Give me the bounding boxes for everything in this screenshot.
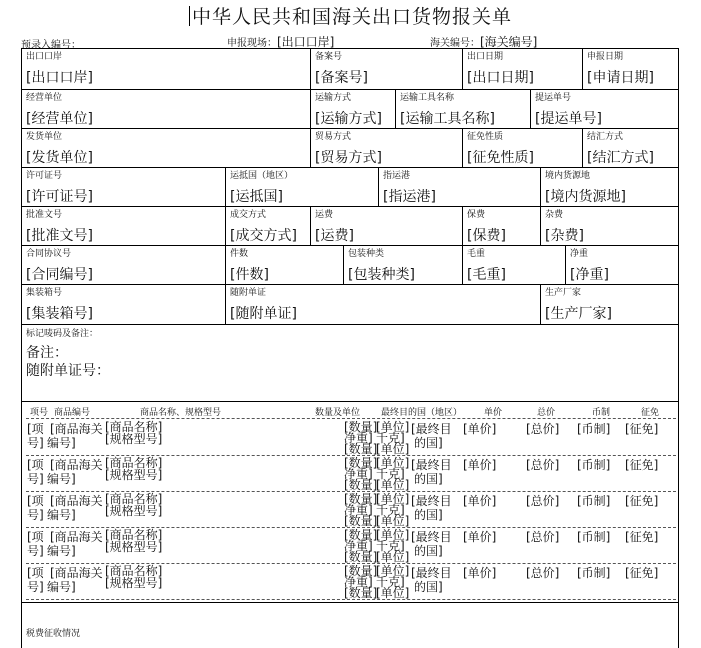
field-label: 出口口岸 [26, 52, 63, 62]
marks-section [26, 329, 110, 380]
field-label: 许可证号 [26, 171, 63, 181]
field-6-4 [467, 249, 506, 283]
goods-spec[interactable]: [规格型号] [105, 540, 163, 554]
unit[interactable]: [单位] [376, 420, 410, 434]
field-value[interactable]: [保费] [467, 228, 506, 244]
field-label: 贸易方式 [315, 132, 352, 142]
field-7-2 [230, 288, 297, 322]
hs-code[interactable]: [商品海关 [50, 566, 103, 580]
goods-spec[interactable]: [规格型号] [105, 576, 163, 590]
field-label: 结汇方式 [587, 132, 624, 142]
exemption[interactable]: [征免] [625, 422, 659, 436]
unit-price[interactable]: [单价] [463, 422, 497, 436]
pre-entry-label: 预录入编号： [21, 40, 81, 51]
field-6-5 [570, 249, 609, 283]
goods-name[interactable]: [商品名称] [105, 456, 163, 470]
unit[interactable]: [单位] [376, 514, 410, 528]
field-2-2 [315, 93, 382, 127]
dashed-divider [26, 418, 676, 419]
goods-col-header: 数量及单位 [315, 408, 361, 418]
field-value[interactable]: [件数] [230, 267, 269, 283]
row-divider [21, 89, 679, 90]
column-divider [378, 167, 379, 206]
field-1-1 [26, 52, 93, 86]
hs-code[interactable]: [商品海关 [50, 530, 103, 544]
goods-name[interactable]: [商品名称] [105, 420, 163, 434]
column-divider [530, 89, 531, 128]
item-no[interactable]: 号] [27, 544, 44, 558]
field-5-1 [26, 210, 93, 244]
item-no[interactable]: [项 [27, 494, 44, 508]
row-divider [21, 284, 679, 285]
unit[interactable]: [单位] [376, 528, 410, 542]
field-label: 件数 [230, 249, 249, 259]
column-divider [225, 167, 226, 206]
quantity[interactable]: 净重] [344, 575, 373, 589]
unit-price[interactable]: [单价] [463, 530, 497, 544]
field-4-2 [230, 171, 293, 205]
unit-price[interactable]: [单价] [463, 494, 497, 508]
currency[interactable]: [币制] [577, 530, 611, 544]
quantity[interactable]: [数量] [344, 478, 378, 492]
unit[interactable]: 千克] [376, 467, 405, 481]
quantity[interactable]: 净重] [344, 539, 373, 553]
unit[interactable]: [单位] [376, 442, 410, 456]
total-price[interactable]: [总价] [526, 566, 560, 580]
field-value[interactable]: [包装种类] [348, 267, 415, 283]
item-no[interactable]: [项 [27, 566, 44, 580]
field-label: 合同协议号 [26, 249, 72, 259]
unit[interactable]: [单位] [376, 586, 410, 600]
goods-col-header: 征免 [641, 408, 660, 418]
field-value[interactable]: [杂费] [545, 228, 584, 244]
hs-code[interactable]: 编号] [47, 472, 76, 486]
field-label: 经营单位 [26, 93, 63, 103]
field-label: 申报日期 [587, 52, 624, 62]
quantity[interactable]: [数量] [344, 528, 378, 542]
quantity[interactable]: [数量] [344, 564, 378, 578]
field-4-1 [26, 171, 93, 205]
total-price[interactable]: [总价] [526, 422, 560, 436]
goods-col-header: 总价 [537, 408, 556, 418]
item-no[interactable]: 号] [27, 508, 44, 522]
field-value[interactable]: [征免性质] [467, 150, 534, 166]
field-value[interactable]: [毛重] [467, 267, 506, 283]
item-no[interactable]: [项 [27, 530, 44, 544]
column-divider [462, 245, 463, 284]
field-label: 出口日期 [467, 52, 504, 62]
field-label: 境内货源地 [545, 171, 591, 181]
field-value[interactable]: [发货单位] [26, 150, 93, 166]
field-5-2 [230, 210, 297, 244]
goods-spec[interactable]: [规格型号] [105, 504, 163, 518]
destination-country[interactable]: [最终目 [411, 566, 452, 580]
field-label: 包装种类 [348, 249, 385, 259]
goods-col-header: 币制 [592, 408, 611, 418]
field-label: 保费 [467, 210, 486, 220]
field-value[interactable]: [出口口岸] [26, 70, 93, 86]
field-label: 集装箱号 [26, 288, 63, 298]
hs-code[interactable]: 编号] [47, 544, 76, 558]
destination-country[interactable]: 的国] [414, 580, 443, 594]
attached-doc-no-label[interactable]: 随附单证号： [26, 363, 110, 379]
field-label: 征免性质 [467, 132, 504, 142]
field-label: 成交方式 [230, 210, 267, 220]
destination-country[interactable]: 的国] [414, 508, 443, 522]
column-divider [540, 206, 541, 245]
destination-country[interactable]: [最终目 [411, 530, 452, 544]
unit-price[interactable]: [单价] [463, 566, 497, 580]
exemption[interactable]: [征免] [625, 458, 659, 472]
goods-col-header: 单价 [484, 408, 503, 418]
column-divider [225, 245, 226, 284]
currency[interactable]: [币制] [577, 494, 611, 508]
unit[interactable]: [单位] [376, 492, 410, 506]
field-4-4 [545, 171, 626, 205]
field-value[interactable]: [经营单位] [26, 111, 93, 127]
field-value[interactable]: [集装箱号] [26, 306, 93, 322]
field-7-3 [545, 288, 612, 322]
field-label: 净重 [570, 249, 589, 259]
row-divider [21, 401, 679, 402]
field-value[interactable]: [净重] [570, 267, 609, 283]
unit[interactable]: 千克] [376, 539, 405, 553]
row-divider [21, 167, 679, 168]
field-value[interactable]: [备案号] [315, 70, 368, 86]
field-value[interactable]: [贸易方式] [315, 150, 382, 166]
field-value[interactable]: [随附单证] [230, 306, 297, 322]
field-1-2 [315, 52, 368, 86]
field-value[interactable]: [结汇方式] [587, 150, 654, 166]
field-value[interactable]: [出口日期] [467, 70, 534, 86]
field-label: 提运单号 [535, 93, 572, 103]
item-no[interactable]: 号] [27, 436, 44, 450]
column-divider [540, 167, 541, 206]
quantity[interactable]: [数量] [344, 586, 378, 600]
field-value[interactable]: [许可证号] [26, 189, 93, 205]
text-cursor [189, 6, 190, 26]
field-value[interactable]: [运抵国] [230, 189, 283, 205]
column-divider [395, 89, 396, 128]
quantity[interactable]: [数量] [344, 514, 378, 528]
column-divider [343, 245, 344, 284]
field-5-3 [315, 210, 354, 244]
hs-code[interactable]: 编号] [47, 508, 76, 522]
column-divider [310, 89, 311, 128]
field-label: 运抵国（地区） [230, 171, 294, 181]
goods-col-header: 项号 [30, 408, 49, 418]
field-value[interactable]: [提运单号] [535, 111, 602, 127]
field-label: 发货单位 [26, 132, 63, 142]
currency[interactable]: [币制] [577, 458, 611, 472]
field-3-4 [587, 132, 654, 166]
field-4-3 [383, 171, 436, 205]
goods-name[interactable]: [商品名称] [105, 528, 163, 542]
row-divider [21, 324, 679, 325]
unit[interactable]: [单位] [376, 478, 410, 492]
field-2-3 [400, 93, 495, 127]
field-6-3 [348, 249, 415, 283]
column-divider [225, 284, 226, 324]
row-divider [21, 128, 679, 129]
destination-country[interactable]: [最终目 [411, 458, 452, 472]
item-no[interactable]: 号] [27, 580, 44, 594]
quantity[interactable]: [数量] [344, 492, 378, 506]
goods-col-header: 商品名称、规格型号 [140, 408, 222, 418]
total-price[interactable]: [总价] [526, 458, 560, 472]
field-value[interactable]: [运费] [315, 228, 354, 244]
quantity[interactable]: [数量] [344, 550, 378, 564]
field-value[interactable]: [合同编号] [26, 267, 93, 283]
field-6-2 [230, 249, 269, 283]
hs-code[interactable]: [商品海关 [50, 458, 103, 472]
row-divider [21, 245, 679, 246]
field-5-5 [545, 210, 584, 244]
item-no[interactable]: [项 [27, 458, 44, 472]
row-divider [21, 206, 679, 207]
declare-place-value[interactable]: [出口口岸] [277, 35, 335, 49]
field-label: 指运港 [383, 171, 411, 181]
field-5-4 [467, 210, 506, 244]
declare-place-label: 申报现场： [227, 38, 277, 49]
row-divider [21, 602, 679, 603]
currency[interactable]: [币制] [577, 422, 611, 436]
column-divider [310, 128, 311, 167]
unit[interactable]: 千克] [376, 431, 405, 445]
field-value[interactable]: [生产厂家] [545, 306, 612, 322]
field-value[interactable]: [指运港] [383, 189, 436, 205]
exemption[interactable]: [征免] [625, 566, 659, 580]
field-value[interactable]: [申请日期] [587, 70, 654, 86]
total-price[interactable]: [总价] [526, 530, 560, 544]
field-label: 运输方式 [315, 93, 352, 103]
column-divider [582, 128, 583, 167]
column-divider [462, 48, 463, 89]
column-divider [310, 206, 311, 245]
item-no[interactable]: 号] [27, 472, 44, 486]
unit[interactable]: [单位] [376, 564, 410, 578]
destination-country[interactable]: 的国] [414, 544, 443, 558]
unit[interactable]: [单位] [376, 550, 410, 564]
remark-label[interactable]: 备注： [26, 345, 68, 361]
field-label: 批准文号 [26, 210, 63, 220]
quantity[interactable]: 净重] [344, 503, 373, 517]
destination-country[interactable]: [最终目 [411, 494, 452, 508]
quantity[interactable]: 净重] [344, 431, 373, 445]
field-value[interactable]: [运输方式] [315, 111, 382, 127]
goods-name[interactable]: [商品名称] [105, 564, 163, 578]
goods-name[interactable]: [商品名称] [105, 492, 163, 506]
field-label: 运输工具名称 [400, 93, 455, 103]
unit[interactable]: [单位] [376, 456, 410, 470]
quantity[interactable]: 净重] [344, 467, 373, 481]
field-label: 杂费 [545, 210, 564, 220]
goods-spec[interactable]: [规格型号] [105, 468, 163, 482]
column-divider [540, 284, 541, 324]
field-value[interactable]: [批准文号] [26, 228, 93, 244]
currency[interactable]: [币制] [577, 566, 611, 580]
exemption[interactable]: [征免] [625, 494, 659, 508]
column-divider [582, 48, 583, 89]
column-divider [225, 206, 226, 245]
item-no[interactable]: [项 [27, 422, 44, 436]
field-2-4 [535, 93, 602, 127]
field-label: 毛重 [467, 249, 486, 259]
unit-price[interactable]: [单价] [463, 458, 497, 472]
quantity[interactable]: [数量] [344, 420, 378, 434]
destination-country[interactable]: [最终目 [411, 422, 452, 436]
field-3-2 [315, 132, 382, 166]
hs-code[interactable]: 编号] [47, 436, 76, 450]
tax-collection-label: 税费征收情况 [26, 629, 81, 639]
field-label: 随附单证 [230, 288, 267, 298]
destination-country[interactable]: 的国] [414, 436, 443, 450]
customs-no-label: 海关编号： [430, 38, 480, 49]
hs-code[interactable]: [商品海关 [50, 494, 103, 508]
field-label: 备案号 [315, 52, 343, 62]
field-value[interactable]: [成交方式] [230, 228, 297, 244]
field-3-1 [26, 132, 93, 166]
field-label: 生产厂家 [545, 288, 582, 298]
goods-col-header: 商品编号 [54, 408, 91, 418]
field-7-1 [26, 288, 93, 322]
marks-label: 标记唛码及备注： [26, 329, 99, 339]
column-divider [565, 245, 566, 284]
field-3-3 [467, 132, 534, 166]
field-label: 运费 [315, 210, 334, 220]
field-2-1 [26, 93, 93, 127]
unit[interactable]: 千克] [376, 575, 405, 589]
field-value[interactable]: [境内货源地] [545, 189, 626, 205]
total-price[interactable]: [总价] [526, 494, 560, 508]
destination-country[interactable]: 的国] [414, 472, 443, 486]
goods-spec[interactable]: [规格型号] [105, 432, 163, 446]
goods-col-header: 最终目的国（地区） [381, 408, 463, 418]
customs-no-value[interactable]: [海关编号] [480, 35, 538, 49]
quantity[interactable]: [数量] [344, 442, 378, 456]
column-divider [310, 48, 311, 89]
quantity[interactable]: [数量] [344, 456, 378, 470]
hs-code[interactable]: [商品海关 [50, 422, 103, 436]
column-divider [462, 206, 463, 245]
field-1-3 [467, 52, 534, 86]
unit[interactable]: 千克] [376, 503, 405, 517]
field-1-4 [587, 52, 654, 86]
field-value[interactable]: [运输工具名称] [400, 111, 495, 127]
exemption[interactable]: [征免] [625, 530, 659, 544]
field-6-1 [26, 249, 93, 283]
column-divider [462, 128, 463, 167]
form-title-text: 中华人民共和国海关出口货物报关单 [191, 6, 512, 28]
form-title [0, 2, 701, 29]
hs-code[interactable]: 编号] [47, 580, 76, 594]
